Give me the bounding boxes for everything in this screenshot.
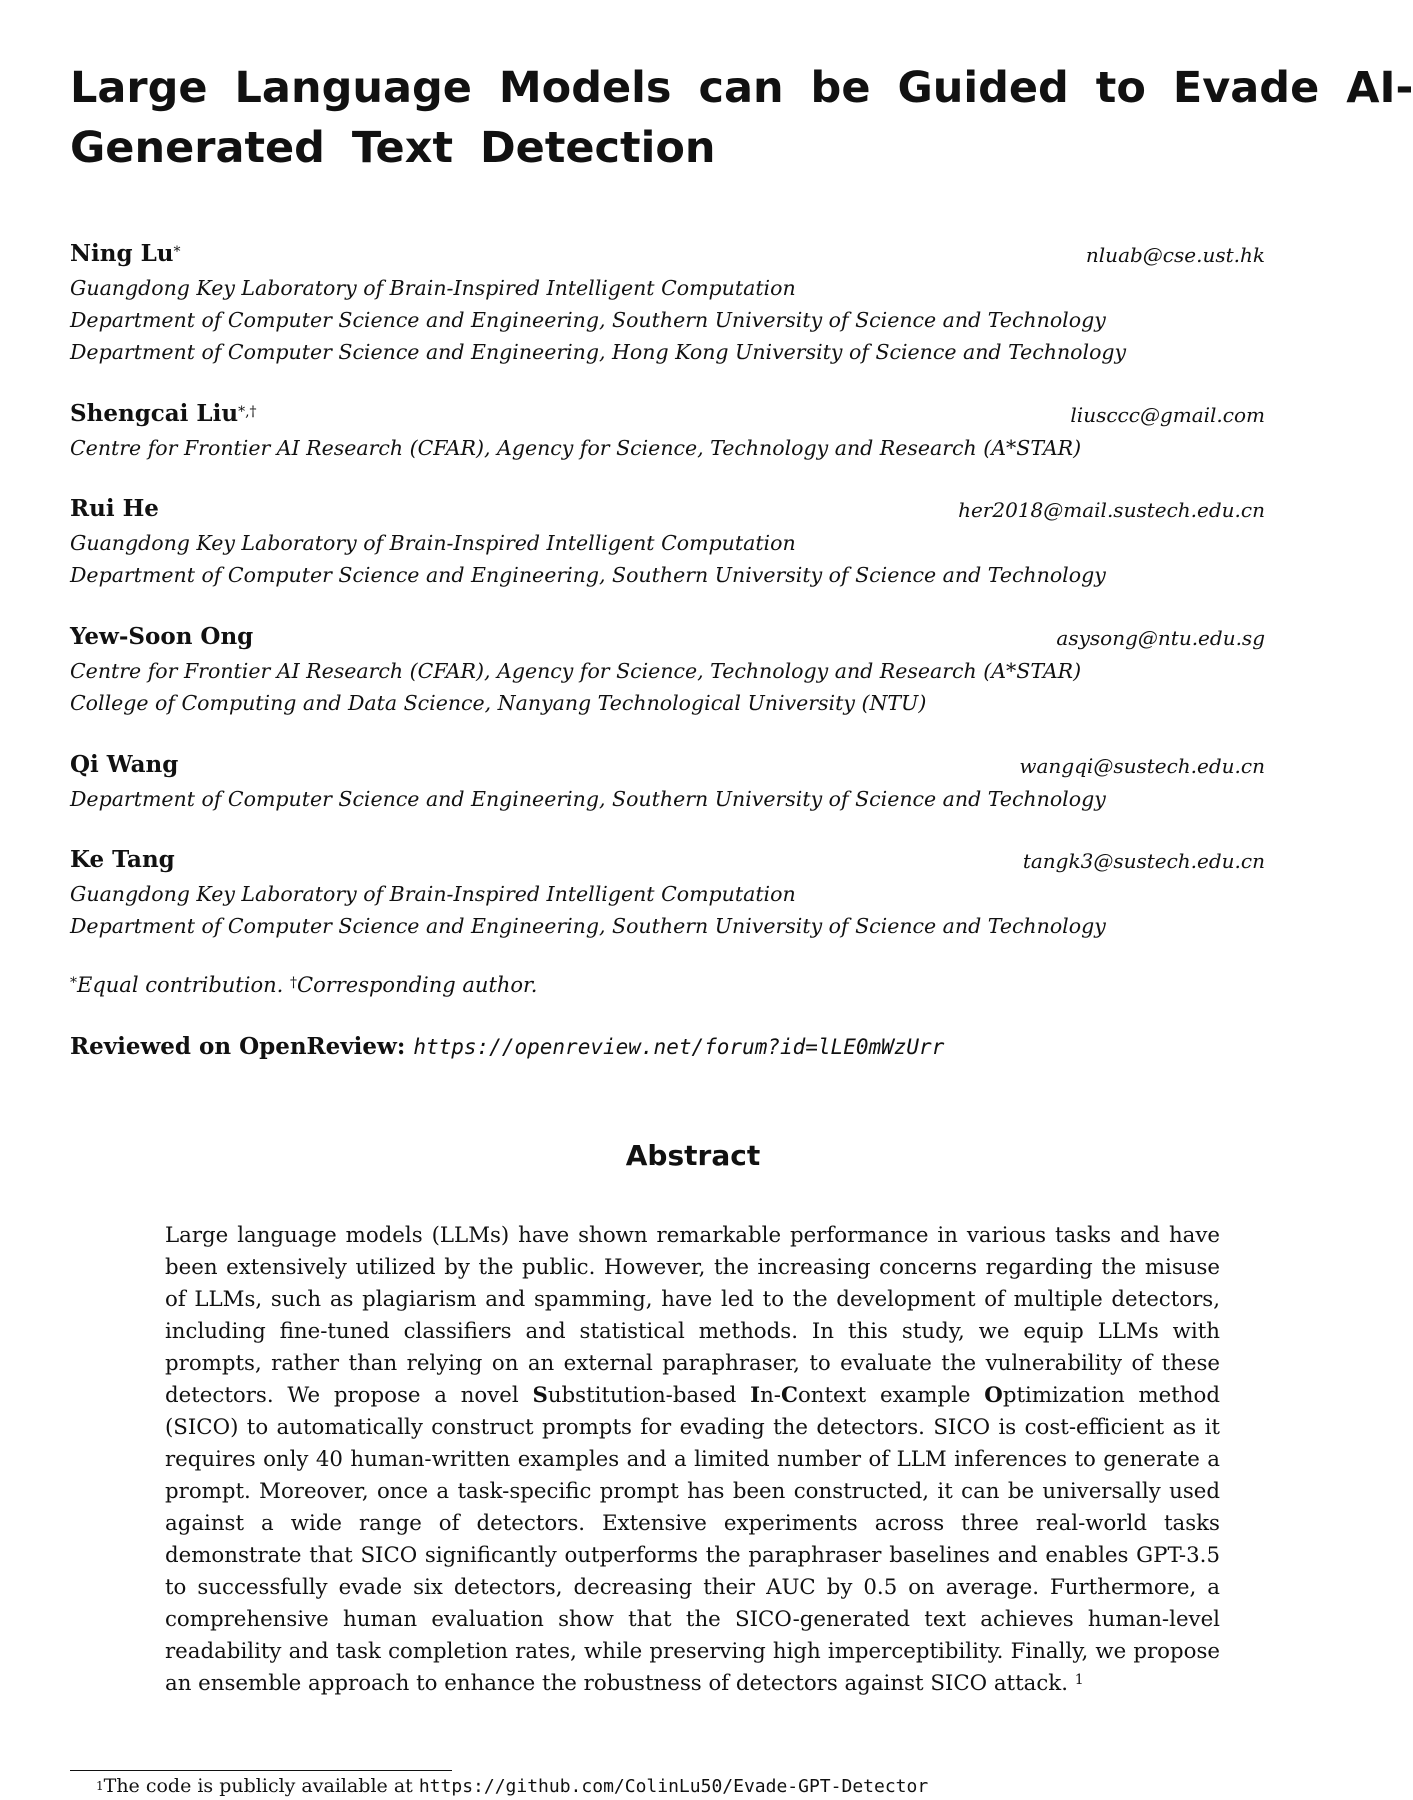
- author-marks: *,†: [238, 404, 257, 420]
- author-block: [70, 494, 1370, 591]
- abstract-text: Large language models (LLMs) have shown remarkable performance in various tasks and have been extensively utilized by the public. However, the increasing concerns regarding the misuse of LLMs, such as plagiarism and spamming, have led to the development of multiple detectors, including fine-tuned classifiers and statistical methods. In this study, we equip LLMs with prompts, rather than relying on an external paraphraser, to evaluate the vulnerability of these detectors. We propose a novel Substitution-based In-Context example Optimization method (SICO) to automatically construct prompts for evading the detectors. SICO is cost-efficient as it requires only 40 human-written examples and a limited number of LLM inferences to generate a prompt. Moreover, once a task-specific prompt has been constructed, it can be universally used against a wide range of detectors. Extensive experiments across three real-world tasks demonstrate that SICO significantly outperforms the paraphraser baselines and enables GPT-3.5 to successfully evade six detectors, decreasing their AUC by 0.5 on average. Furthermore, a comprehensive human evaluation show that the SICO-generated text achieves human-level readability and task completion rates, while preserving high imperceptibility. Finally, we propose an ensemble approach to enhance the robustness of detectors against SICO attack. $^1$: [165, 1223, 1220, 1696]
- reviewed-on-openreview: [70, 1031, 944, 1063]
- author-email[interactable]: tangk3@sustech.edu.cn: [1022, 849, 1265, 873]
- author-name: Shengcai Liu*,†: [70, 400, 257, 427]
- author-affiliation: Guangdong Key Laboratory of Brain-Inspired Intelligent Computation: [70, 531, 796, 555]
- author-email[interactable]: liusccc@gmail.com: [1070, 403, 1265, 427]
- author-email[interactable]: wangqi@sustech.edu.cn: [1019, 754, 1265, 778]
- author-name: Qi Wang: [70, 751, 179, 778]
- author-affiliation: Department of Computer Science and Engineering, Hong Kong University of Science and Technology: [70, 340, 1127, 364]
- author-block: [70, 845, 1370, 942]
- author-affiliation: Centre for Frontier AI Research (CFAR), Agency for Science, Technology and Research (A*STAR): [70, 659, 1082, 683]
- author-affiliation: Department of Computer Science and Engineering, Southern University of Science and Technology: [70, 787, 1106, 811]
- author-affiliation: Department of Computer Science and Engineering, Southern University of Science and Technology: [70, 914, 1106, 938]
- corresponding-author-text: Corresponding author.: [297, 973, 538, 997]
- paper-title: [70, 58, 1413, 178]
- footnote-text: The code is publicly available at: [103, 1775, 413, 1797]
- author-affiliation: Department of Computer Science and Engineering, Southern University of Science and Technology: [70, 563, 1106, 587]
- author-name: Ke Tang: [70, 846, 175, 873]
- author-email[interactable]: asysong@ntu.edu.sg: [1056, 626, 1265, 650]
- equal-contribution-mark: *: [70, 975, 77, 991]
- openreview-link[interactable]: https://openreview.net/forum?id=lLE0mWzUrr: [413, 1035, 945, 1059]
- footnote-ref[interactable]: 1: [1074, 1672, 1084, 1688]
- author-name: Yew-Soon Ong: [70, 623, 254, 650]
- author-marks: *: [173, 244, 181, 260]
- abstract-heading: Abstract: [625, 1139, 761, 1172]
- equal-contribution-text: Equal contribution.: [77, 973, 284, 997]
- paper-title-line-2: Generated Text Detection: [70, 123, 716, 173]
- author-email[interactable]: her2018@mail.sustech.edu.cn: [958, 498, 1265, 522]
- author-name: Ning Lu*: [70, 240, 181, 267]
- author-affiliation: Guangdong Key Laboratory of Brain-Inspired Intelligent Computation: [70, 882, 796, 906]
- author-block: [70, 239, 1370, 368]
- contribution-note: [70, 970, 537, 1000]
- author-name: Rui He: [70, 495, 159, 522]
- author-affiliation: College of Computing and Data Science, Nanyang Technological University (NTU): [70, 691, 927, 715]
- author-block: [70, 750, 1370, 815]
- author-affiliation: Department of Computer Science and Engineering, Southern University of Science and Technology: [70, 308, 1106, 332]
- footnote-divider: [70, 1770, 452, 1771]
- footnote: [96, 1773, 928, 1800]
- author-block: [70, 399, 1370, 464]
- reviewed-label: Reviewed on OpenReview:: [70, 1033, 406, 1060]
- author-affiliation: Guangdong Key Laboratory of Brain-Inspired Intelligent Computation: [70, 276, 796, 300]
- corresponding-author-mark: †: [290, 975, 297, 991]
- author-email[interactable]: nluab@cse.ust.hk: [1085, 243, 1265, 267]
- paper-title-line-1: Large Language Models can be Guided to Evade AI-: [70, 63, 1413, 113]
- footnote-mark: 1: [96, 1779, 104, 1793]
- code-link[interactable]: https://github.com/ColinLu50/Evade-GPT-Detector: [418, 1776, 929, 1797]
- author-block: [70, 622, 1370, 719]
- author-affiliation: Centre for Frontier AI Research (CFAR), Agency for Science, Technology and Research (A*STAR): [70, 436, 1082, 460]
